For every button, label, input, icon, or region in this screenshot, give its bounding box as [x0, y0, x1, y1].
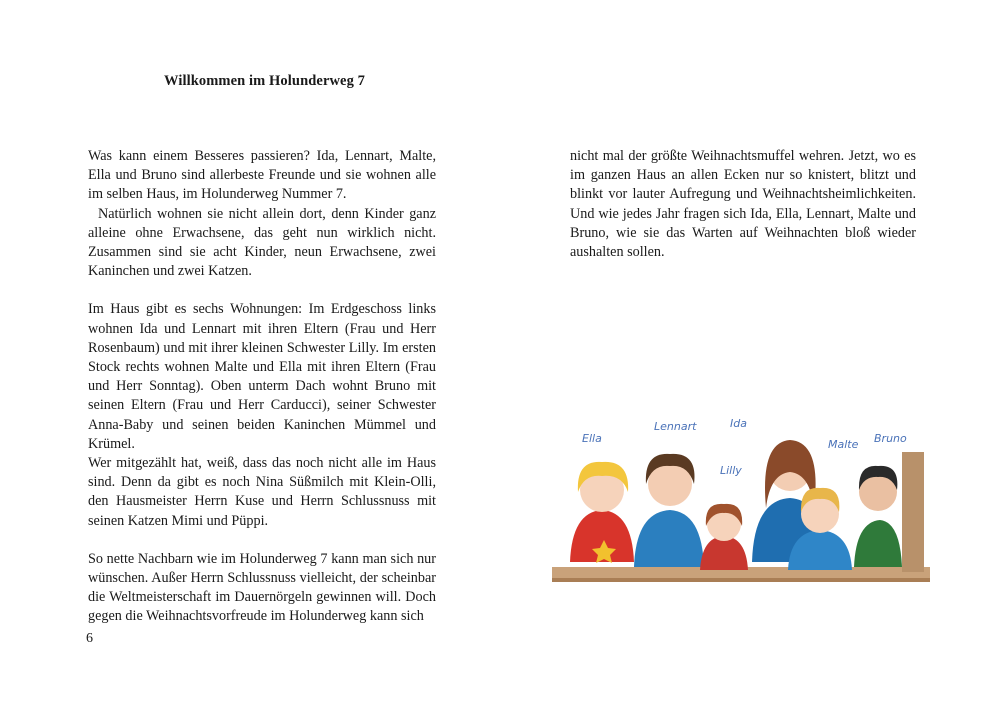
- children-illustration: [552, 412, 932, 597]
- page-number: 6: [86, 631, 93, 646]
- child-lilly: [700, 504, 748, 570]
- chapter-title: Willkommen im Holunderweg 7: [164, 73, 366, 89]
- label-ida: Ida: [730, 417, 747, 430]
- child-lennart: [634, 454, 704, 567]
- label-ella: Ella: [582, 432, 602, 445]
- label-lilly: Lilly: [720, 464, 742, 477]
- paragraph-4: Wer mitgezählt hat, weiß, dass das noch nicht alle im Haus sind. Denn da gibt es noch Nina Süßmilch mit Klein-Olli, den Hausmeister Herrn Kuse und Herrn Schlussnuss mit seinen Katzen Mimi und Püppi.: [88, 455, 436, 529]
- label-malte: Malte: [828, 438, 859, 451]
- paragraph-1: Was kann einem Besseres passieren? Ida, Lennart, Malte, Ella und Bruno sind allerbeste Freunde und sie wohnen alle im selben Haus, im Holunderweg Nummer 7.: [88, 148, 436, 203]
- child-bruno: [854, 466, 902, 567]
- paragraph-5: So nette Nachbarn wie im Holunderweg 7 kann man sich nur wünschen. Außer Herrn Schlussnuss vielleicht, der scheinbar die Weltmeisterschaft im Dauernörgeln gewinnen will. Doch gegen die Weihnachtsvorfreude im Holunderweg kann sich: [88, 550, 436, 625]
- label-lennart: Lennart: [654, 420, 697, 433]
- right-page-text: [570, 147, 916, 262]
- left-page-text: [88, 147, 436, 627]
- right-page: [500, 0, 1000, 706]
- paragraph-2: Natürlich wohnen sie nicht allein dort, denn Kinder ganz alleine ohne Erwachsene, das geht nun wirklich nicht. Zusammen sind sie acht Kinder, neun Erwachsene, zwei Kaninchen und zwei Katzen.: [88, 205, 436, 280]
- window-frame: [902, 452, 924, 572]
- child-ella: [570, 462, 634, 563]
- paragraph-6: nicht mal der größte Weihnachtsmuffel wehren. Jetzt, wo es im ganzen Haus an allen Ecken nur so knistert, blitzt und blinkt vor lauter Aufregung und Weihnachtsheimlichkeiten. Und wie jedes Jahr fragen sich Ida, Ella, Lennart, Malte und Bruno, wie sie das Warten auf Weihnachten bloß wieder aushalten sollen.: [570, 148, 916, 261]
- label-bruno: Bruno: [874, 432, 907, 445]
- paragraph-3: Im Haus gibt es sechs Wohnungen: Im Erdgeschoss links wohnen Ida und Lennart mit ihren Eltern (Frau und Herr Rosenbaum) und mit ihrer kleinen Schwester Lilly. Im ersten Stock rechts wohnen Malte und Ella mit ihren Eltern (Frau und Herr Sonntag). Oben unterm Dach wohnt Bruno mit seinen Eltern (Frau und Herr Carducci), seiner Schwester Anna-Baby und seinen beiden Kaninchen Mümmel und Krümel.: [88, 301, 436, 452]
